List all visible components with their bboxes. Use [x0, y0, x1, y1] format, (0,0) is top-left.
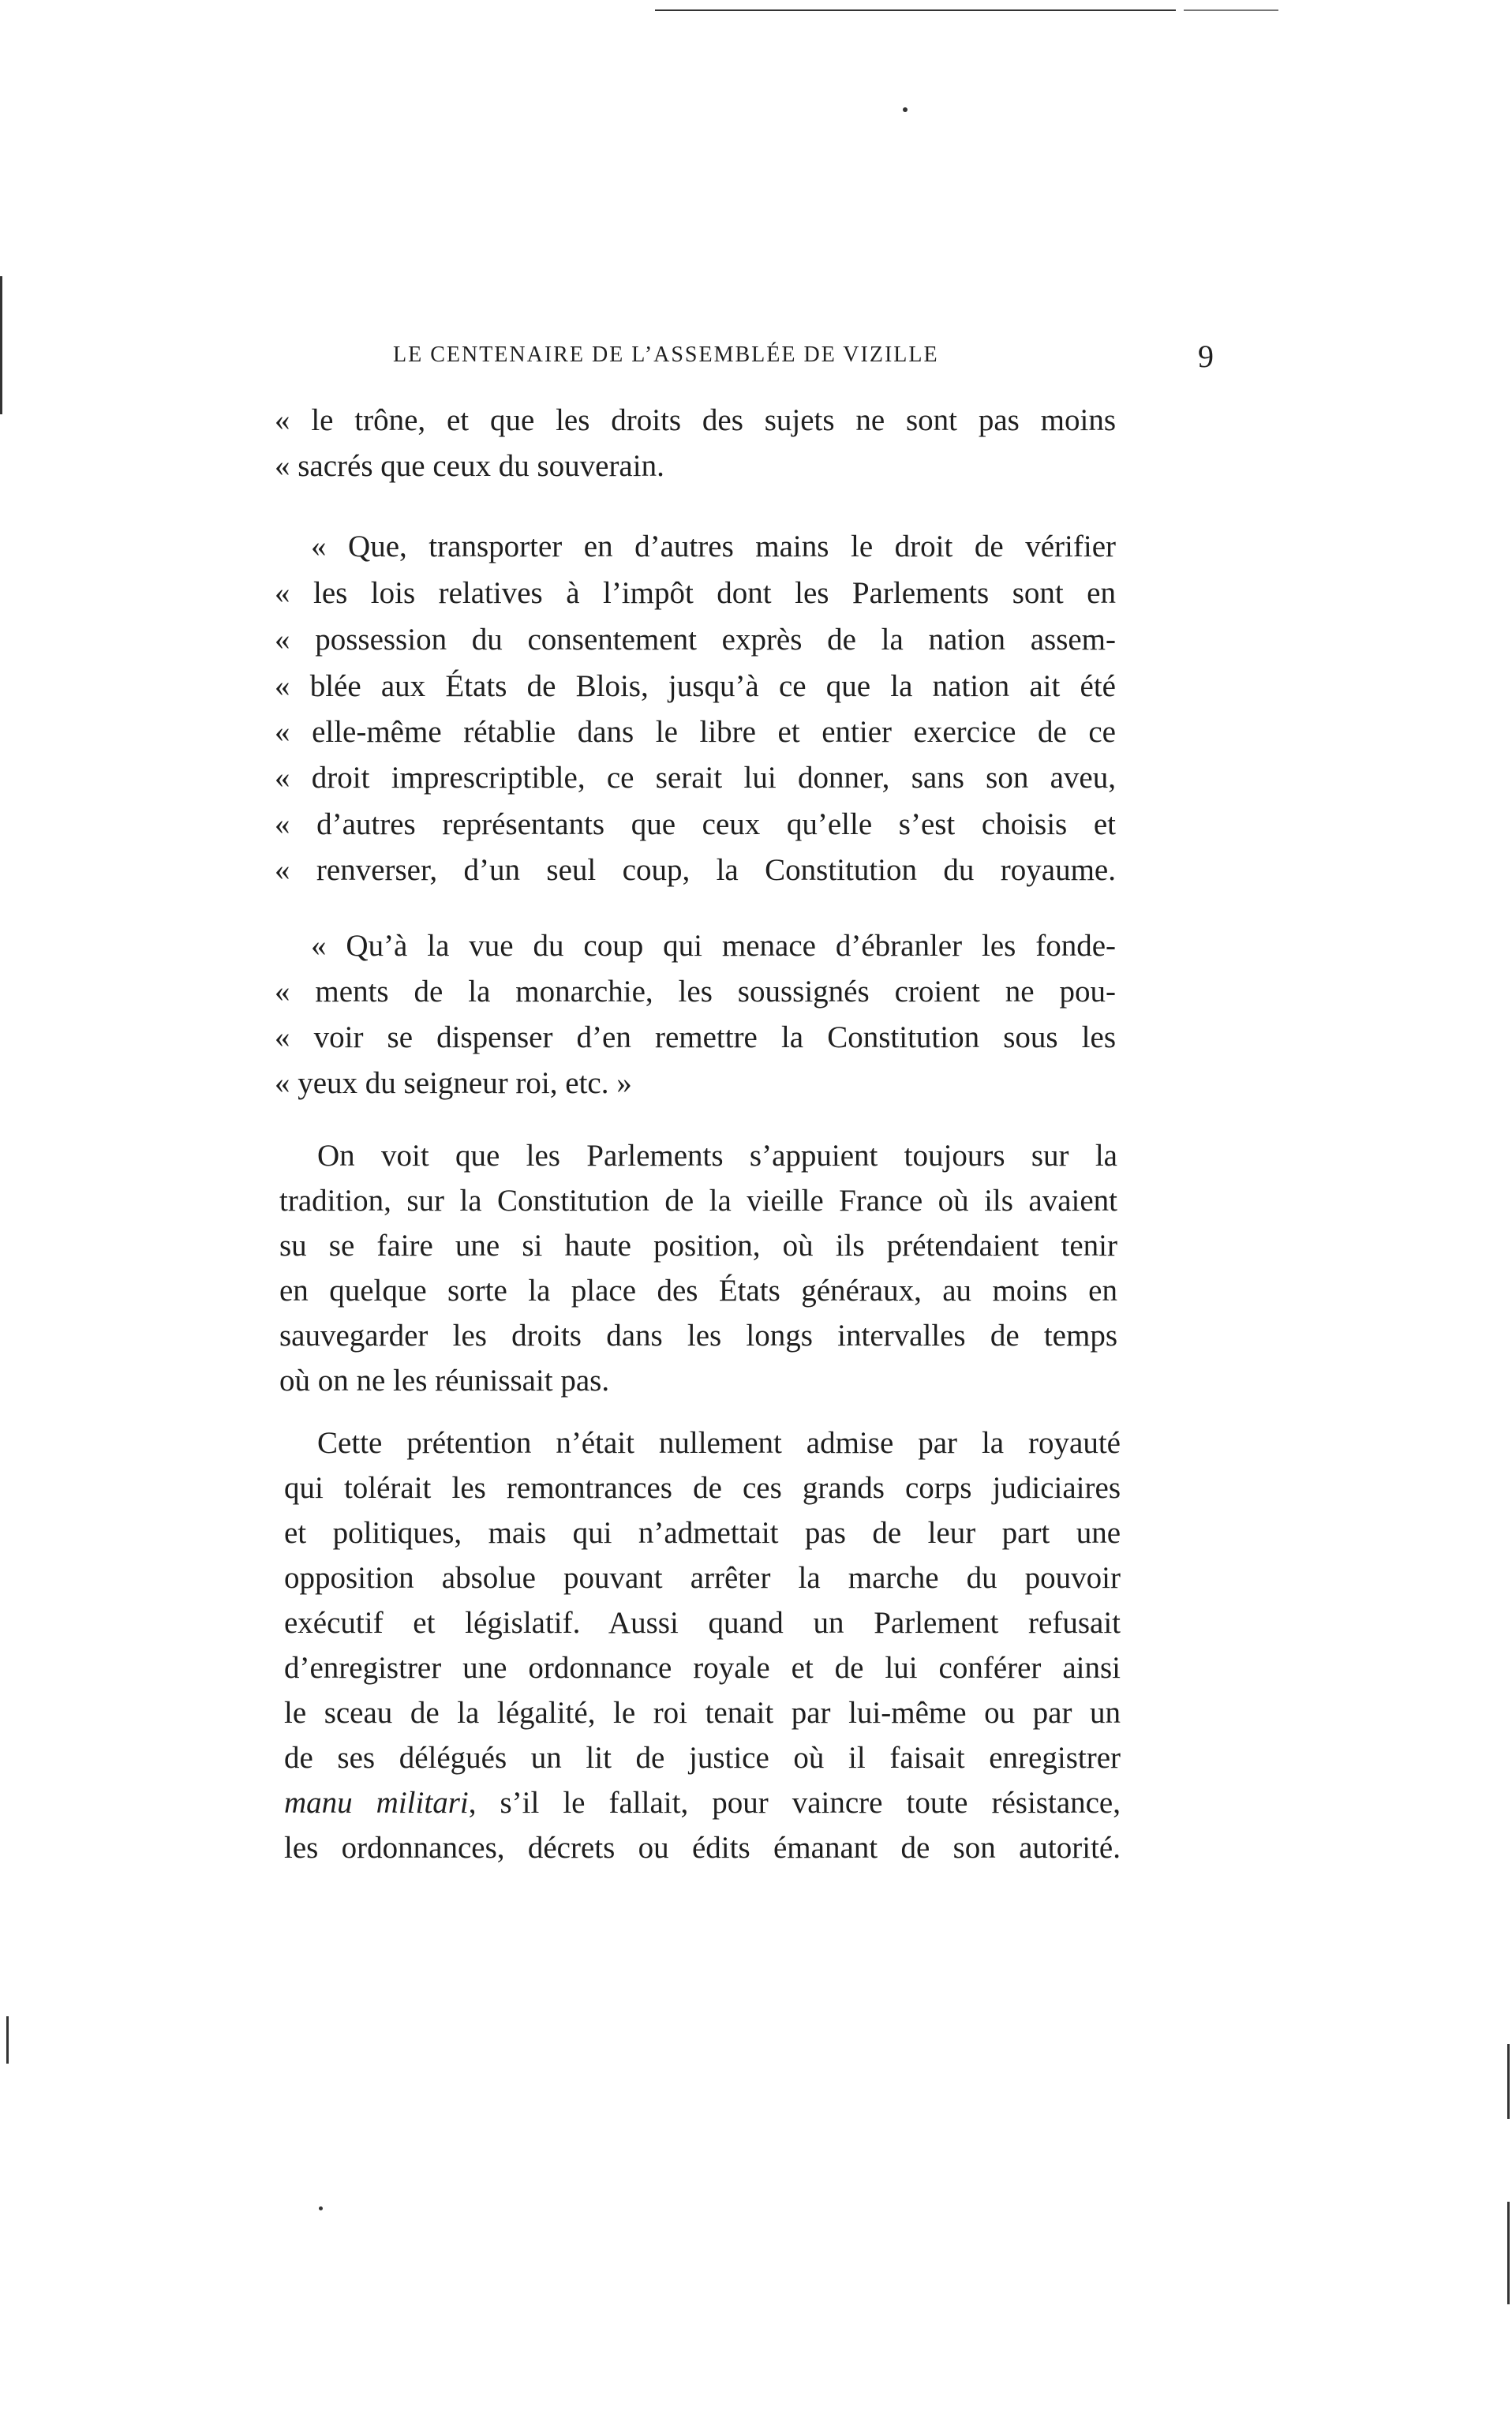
text-line: « Que, transporter en d’autres mains le droit de vérifier: [311, 530, 1116, 563]
text-line: « sacrés que ceux du souverain.: [275, 449, 664, 483]
text-line: exécutif et législatif. Aussi quand un Parlement refusait: [284, 1606, 1121, 1640]
text-line: Cette prétention n’était nullement admise par la royauté: [317, 1426, 1121, 1460]
text-line: de ses délégués un lit de justice où il faisait enregistrer: [284, 1741, 1121, 1775]
text-line: « elle-même rétablie dans le libre et entier exercice de ce: [275, 715, 1116, 749]
latin-phrase: manu militari: [284, 1786, 469, 1820]
scan-edge-mark: [1507, 2202, 1510, 2304]
text-line: « ments de la monarchie, les soussignés croient ne pou-: [275, 975, 1116, 1009]
running-head: [393, 338, 1214, 377]
text-line: et politiques, mais qui n’admettait pas de leur part une: [284, 1516, 1121, 1550]
text-line: sauvegarder les droits dans les longs intervalles de temps: [279, 1319, 1117, 1353]
page-number: 9: [1198, 339, 1214, 374]
text-line: le sceau de la légalité, le roi tenait par lui-même ou par un: [284, 1696, 1121, 1730]
text-line: « possession du consentement exprès de la nation assem-: [275, 623, 1116, 657]
scan-edge-mark: [0, 276, 2, 414]
text-line: où on ne les réunissait pas.: [279, 1364, 610, 1398]
text-line: « yeux du seigneur roi, etc. »: [275, 1066, 632, 1100]
text-line: « Qu’à la vue du coup qui menace d’ébranler les fonde-: [311, 929, 1116, 963]
text-line: tradition, sur la Constitution de la vieille France où ils avaient: [279, 1184, 1117, 1218]
text-line: « renverser, d’un seul coup, la Constitution du royaume.: [275, 853, 1116, 887]
text-line: opposition absolue pouvant arrêter la marche du pouvoir: [284, 1561, 1121, 1595]
text-line: en quelque sorte la place des États généraux, au moins en: [279, 1274, 1117, 1308]
text-line: On voit que les Parlements s’appuient toujours sur la: [317, 1139, 1117, 1173]
text-line: « le trône, et que les droits des sujets ne sont pas moins: [275, 403, 1116, 437]
scan-speck: [319, 2206, 323, 2210]
scan-edge-mark: [6, 2016, 9, 2064]
scan-edge-mark: [1507, 2044, 1510, 2119]
scan-speck: [903, 107, 908, 112]
text-line: su se faire une si haute position, où ils prétendaient tenir: [279, 1229, 1117, 1263]
text-line-italic-lead: manu militari, s’il le fallait, pour vaincre toute résistance,: [284, 1786, 1121, 1820]
text-line: « blée aux États de Blois, jusqu’à ce que la nation ait été: [275, 669, 1116, 703]
text-line: qui tolérait les remontrances de ces grands corps judiciaires: [284, 1471, 1121, 1505]
scan-artifact-line: [655, 9, 1176, 11]
text-line: « voir se dispenser d’en remettre la Constitution sous les: [275, 1020, 1116, 1054]
text-line: « droit imprescriptible, ce serait lui donner, sans son aveu,: [275, 761, 1116, 795]
text-line: d’enregistrer une ordonnance royale et de lui conférer ainsi: [284, 1651, 1121, 1685]
running-title: LE CENTENAIRE DE L’ASSEMBLÉE DE VIZILLE: [393, 342, 939, 367]
text-line: « les lois relatives à l’impôt dont les Parlements sont en: [275, 576, 1116, 610]
text-line: « d’autres représentants que ceux qu’elle s’est choisis et: [275, 807, 1116, 841]
scan-artifact-line: [1184, 9, 1278, 11]
text-line: les ordonnances, décrets ou édits émanant de son autorité.: [284, 1831, 1121, 1865]
